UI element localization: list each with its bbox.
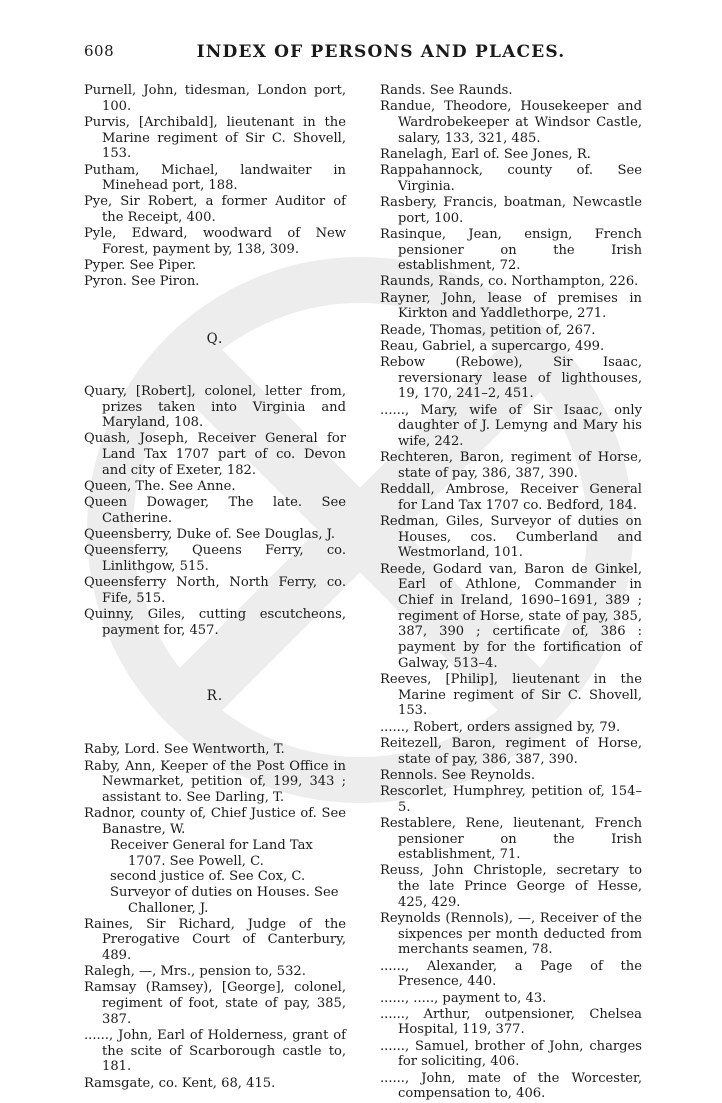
index-entry: Pyron. See Piron. — [84, 274, 200, 290]
index-entry: ......, ....., payment to, 43. — [380, 990, 547, 1006]
index-entry: Pyle, Edward, woodward of New Forest, payment by, 138, 309. — [84, 226, 346, 258]
index-entry: Rasbery, Francis, boatman, Newcastle port, 100. — [380, 194, 642, 226]
index-entry: Purnell, John, tidesman, London port, 100. — [84, 83, 346, 114]
index-entry: Radnor, county of, Chief Justice of. See Banastre, W. — [84, 806, 346, 837]
index-entry: Rappahannock, county of. See Virginia. — [380, 163, 642, 194]
index-entry: ......, Samuel, brother of John, charges for soliciting, 406. — [380, 1038, 642, 1070]
index-entry: Rechteren, Baron, regiment of Horse, state of pay, 386, 387, 390. — [380, 450, 642, 481]
index-entry: Pye, Sir Robert, a former Auditor of the Receipt, 400. — [84, 194, 346, 226]
page-header — [84, 42, 638, 72]
running-title: INDEX OF PERSONS AND PLACES. — [196, 42, 566, 62]
index-entry: Rescorlet, Humphrey, petition of, 154–5. — [380, 783, 642, 815]
index-entry: Reeves, [Philip], lieutenant in the Marine regiment of Sir C. Shovell, 153. — [380, 672, 642, 719]
left-column — [84, 83, 346, 1092]
index-entry: Rebow (Rebowe), Sir Isaac, reversionary lease of lighthouses, 19, 170, 241–2, 451. — [380, 354, 642, 402]
index-entry: Rennols. See Reynolds. — [380, 767, 535, 783]
index-block-p — [84, 83, 346, 290]
index-entry: Raby, Ann, Keeper of the Post Office in Newmarket, petition of, 199, 343 ; assistant to. See Darling, T. — [84, 758, 346, 805]
index-entry: Queensferry, Queens Ferry, co. Linlithgow, 515. — [84, 543, 346, 575]
index-entry: ......, John, mate of the Worcester, compensation to, 406. — [380, 1070, 642, 1102]
index-entry: Restablere, Rene, lieutenant, French pensioner on the Irish establishment, 71. — [380, 815, 642, 863]
index-entry: Raines, Sir Richard, Judge of the Prerogative Court of Canterbury, 489. — [84, 916, 346, 963]
right-column — [380, 83, 642, 1103]
index-subentry: Receiver General for Land Tax 1707. See Powell, C. — [110, 838, 313, 869]
section-heading-r: R. — [206, 687, 224, 704]
index-block-r — [84, 742, 346, 1091]
index-entry: Pyper. See Piper. — [84, 258, 197, 274]
index-entry: ......, Alexander, a Page of the Presence, 440. — [380, 958, 642, 990]
index-subentry: Surveyor of duties on Houses. See Challoner, J. — [110, 885, 339, 916]
index-entry: Rayner, John, lease of premises in Kirkton and Yaddlethorpe, 271. — [380, 290, 642, 322]
index-entry: Queensberry, Duke of. See Douglas, J. — [84, 527, 336, 543]
index-entry: Ralegh, —, Mrs., pension to, 532. — [84, 964, 306, 980]
index-entry: ......, Mary, wife of Sir Isaac, only daughter of J. Lemyng and Mary his wife, 242. — [380, 402, 642, 449]
index-entry: Reddall, Ambrose, Receiver General for Land Tax 1707 co. Bedford, 184. — [380, 482, 642, 513]
index-entry: Reuss, John Christople, secretary to the late Prince George of Hesse, 425, 429. — [380, 863, 642, 910]
index-entry: Ramsay (Ramsey), [George], colonel, regiment of foot, state of pay, 385, 387. — [84, 980, 346, 1027]
index-entry: ......, Arthur, outpensioner, Chelsea Hospital, 119, 377. — [380, 1006, 642, 1038]
index-entry: Reynolds (Rennols), —, Receiver of the sixpences per month deducted from merchants seamen, 78. — [380, 911, 642, 958]
index-entry: Rands. See Raunds. — [380, 83, 513, 98]
index-entry: Reau, Gabriel, a supercargo, 499. — [380, 338, 605, 354]
section-heading-q: Q. — [206, 331, 224, 348]
index-entry: Quary, [Robert], colonel, letter from, prizes taken into Virginia and Maryland, 108. — [84, 383, 346, 431]
index-subentry: second justice of. See Cox, C. — [110, 869, 306, 885]
index-entry: Redman, Giles, Surveyor of duties on Houses, cos. Cumberland and Westmorland, 101. — [380, 513, 642, 561]
index-entry: Queensferry North, North Ferry, co. Fife, 515. — [84, 575, 346, 606]
index-entry: Quinny, Giles, cutting escutcheons, payment for, 457. — [84, 607, 346, 638]
index-entry: Quash, Joseph, Receiver General for Land Tax 1707 part of co. Devon and city of Exeter, 182. — [84, 431, 346, 478]
index-entry: Queen Dowager, The late. See Catherine. — [84, 495, 346, 526]
index-entry: Raby, Lord. See Wentworth, T. — [84, 742, 285, 758]
index-entry: Randue, Theodore, Housekeeper and Wardrobekeeper at Windsor Castle, salary, 133, 321, 485. — [380, 99, 642, 146]
index-entry: Purvis, [Archibald], lieutenant in the Marine regiment of Sir C. Shovell, 153. — [84, 114, 346, 162]
index-entry: Queen, The. See Anne. — [84, 479, 236, 495]
index-entry: Putham, Michael, landwaiter in Minehead port, 188. — [84, 162, 346, 194]
index-entry: Reade, Thomas, petition of, 267. — [380, 322, 596, 338]
index-entry: Ramsgate, co. Kent, 68, 415. — [84, 1075, 276, 1091]
index-entry: Reitezell, Baron, regiment of Horse, state of pay, 386, 387, 390. — [380, 735, 642, 767]
index-entry: Raunds, Rands, co. Northampton, 226. — [380, 274, 639, 290]
index-entry: ......, Robert, orders assigned by, 79. — [380, 719, 621, 735]
index-entry: ......, John, Earl of Holderness, grant of the scite of Scarborough castle to, 181. — [84, 1027, 346, 1075]
index-block-q — [84, 384, 346, 639]
index-entry: Ranelagh, Earl of. See Jones, R. — [380, 146, 591, 162]
index-entry: Rasinque, Jean, ensign, French pensioner on the Irish establishment, 72. — [380, 226, 642, 274]
page-number: 608 — [84, 42, 115, 60]
index-entry: Reede, Godard van, Baron de Ginkel, Earl of Athlone, Commander in Chief in Ireland, 1690–1691, 389 ; regiment of Horse, state of pay, 385, 387, 390 ; certificate of, 386 : payment by for the fortification of Galway, 513–4. — [380, 561, 642, 671]
